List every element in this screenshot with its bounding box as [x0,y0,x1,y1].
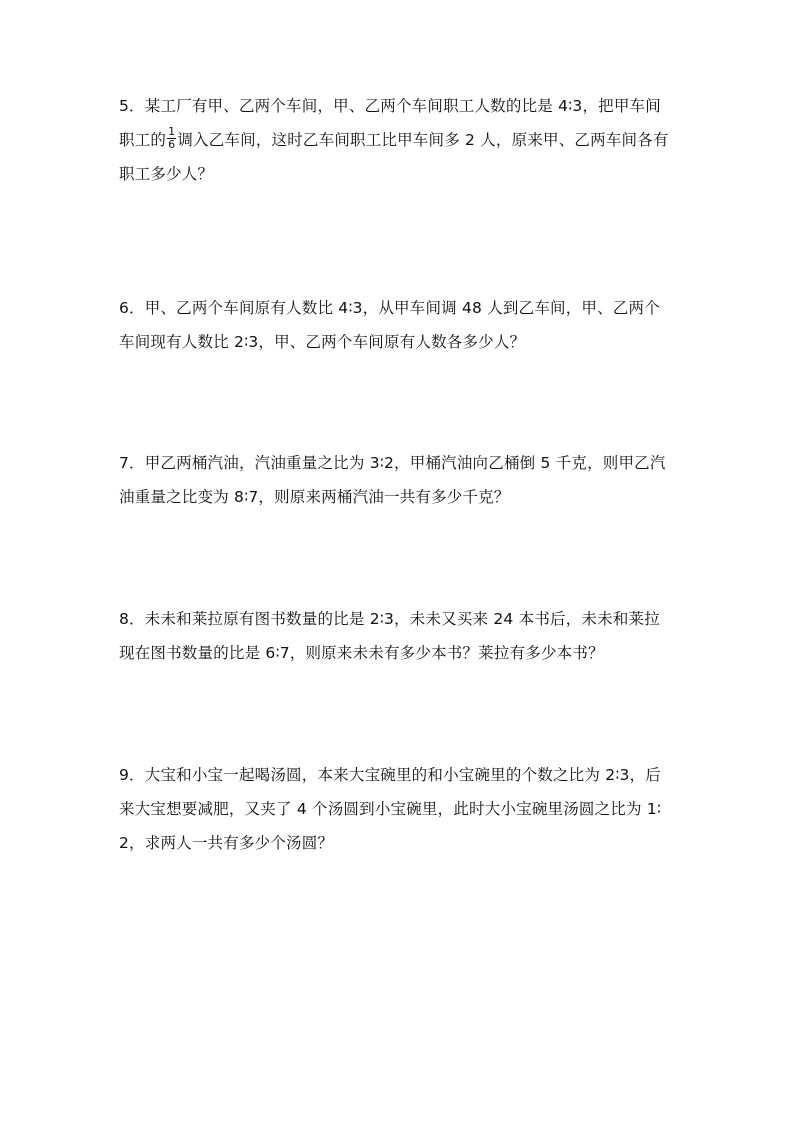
problem-line-with-fraction [119,123,679,157]
problem-line: 7．甲乙两桶汽油，汽油重量之比为 3∶2，甲桶汽油向乙桶倒 5 千克，则甲乙汽 [119,454,666,472]
problem-5 [119,89,679,191]
problem-line: 6．甲、乙两个车间原有人数比 4∶3，从甲车间调 48 人到乙车间，甲、乙两个 [119,299,660,317]
problem-line: 2，求两人一共有多少个汤圆？ [119,834,334,852]
problem-line: 5．某工厂有甲、乙两个车间，甲、乙两个车间职工人数的比是 4∶3，把甲车间 [119,97,661,115]
fraction [167,126,176,151]
fraction-denominator: 6 [168,138,176,151]
problem-line: 来大宝想要减肥，又夹了 4 个汤圆到小宝碗里，此时大小宝碗里汤圆之比为 1∶ [119,800,662,818]
text-segment: 职工的 [119,131,167,149]
problem-line: 油重量之比变为 8∶7，则原来两桶汽油一共有多少千克？ [119,488,510,506]
text-segment: 调入乙车间，这时乙车间职工比甲车间多 2 人，原来甲、乙两车间各有 [177,131,669,149]
problem-7 [119,446,679,514]
problem-line: 车间现有人数比 2∶3，甲、乙两个车间原有人数各多少人？ [119,333,526,351]
problem-line: 9．大宝和小宝一起喝汤圆，本来大宝碗里的和小宝碗里的个数之比为 2∶3，后 [119,766,661,784]
problem-9 [119,758,679,860]
problem-line: 现在图书数量的比是 6∶7，则原来未未有多少本书？莱拉有多少本书？ [119,644,604,662]
fraction-numerator: 1 [168,125,176,138]
problem-line: 职工多少人？ [119,165,214,183]
problem-line: 8．未未和莱拉原有图书数量的比是 2∶3，未未又买来 24 本书后，未未和莱拉 [119,610,660,628]
problem-6 [119,291,679,359]
problem-8 [119,602,679,670]
